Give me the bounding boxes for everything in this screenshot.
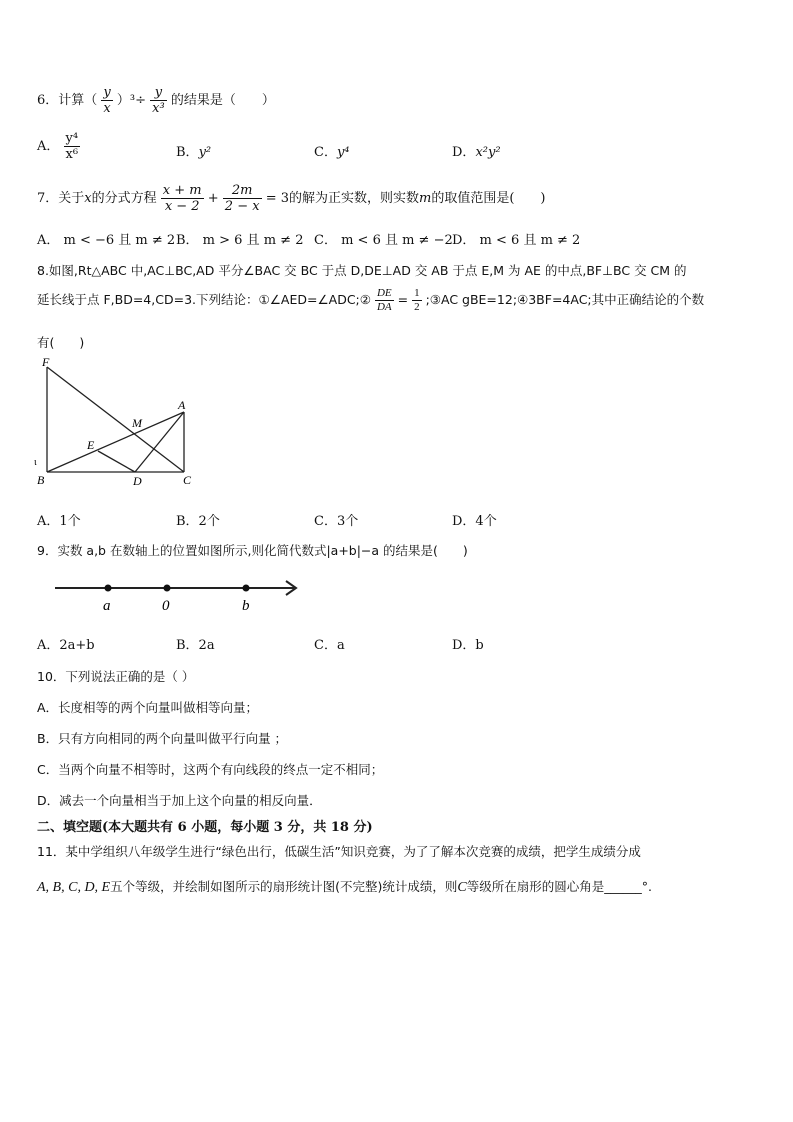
q8-line-2: 延长线于点 F,BD=4,CD=3.下列结论：①∠AED=∠ADC;② $\frac{DE}{DA}$ = $\frac{1}{2}$ ;③AC gBE=12;④3BF=4AC;其中正确结论的个数 xyxy=(37,287,705,313)
q6-lead: 6．计算（ xyxy=(37,93,98,108)
q6-stem xyxy=(37,86,275,115)
q7-option-b: B． m > 6 且 m ≠ 2 xyxy=(176,233,304,248)
q7-option-a: A． m < −6 且 m ≠ 2 xyxy=(37,233,176,248)
q10-stem: 10．下列说法正确的是（ ） xyxy=(37,669,195,684)
q8-triangle-figure xyxy=(28,352,208,492)
q8-line-3: 有( ) xyxy=(37,335,85,350)
line-ab xyxy=(47,412,184,472)
q9-option-d: D．b xyxy=(452,638,484,653)
q9-option-c: C．a xyxy=(314,638,345,653)
q6-fraction-y-over-x3: $\frac{y}{\text{x³}}$ xyxy=(152,85,165,116)
q8-option-d: D．4个 xyxy=(452,514,497,529)
q8-option-b: B．2个 xyxy=(176,514,220,529)
q7-option-d: D． m < 6 且 m ≠ 2 xyxy=(452,233,581,248)
label-e: E xyxy=(87,438,95,452)
line-fc xyxy=(47,367,184,472)
q11-line-1: 11．某中学组织八年级学生进行“绿色出行，低碳生活”知识竞赛，为了了解本次竞赛的成绩，把学生成绩分成 xyxy=(37,844,641,859)
answer-blank[interactable]: ______ xyxy=(604,879,642,894)
q6-option-b: B．y² xyxy=(176,145,212,160)
label-a: A xyxy=(178,398,186,412)
q9-number-line xyxy=(50,575,310,620)
label-b: b xyxy=(242,598,250,614)
point-a xyxy=(105,585,112,592)
q6-option-c: C．y⁴ xyxy=(314,145,350,160)
q11-line-2: A, B, C, D, E五个等级，并绘制如图所示的扇形统计图(不完整)统计成绩，则C等级所在扇形的圆心角是______°. xyxy=(37,879,652,895)
point-b xyxy=(243,585,250,592)
q8-option-a: A．1个 xyxy=(37,514,81,529)
q8-option-c: C．3个 xyxy=(314,514,359,529)
q6-fraction-y-over-x: $\frac{y}{x}$ xyxy=(103,85,111,116)
q7-fraction-1: $\frac{x + m}{x - 2}$ xyxy=(162,183,202,214)
q10-option-c: C．当两个向量不相等时，这两个有向线段的终点一定不相同； xyxy=(37,762,384,777)
label-tick: ι xyxy=(34,457,37,468)
q7-stem: 7．关于x的分式方程 $\frac{x + m}{x - 2}$ + $\frac{2m}{2 - x}$ = 3的解为正实数，则实数m的取值范围是( ) xyxy=(37,183,546,214)
point-zero xyxy=(164,585,171,592)
q7-option-c: C． m < 6 且 m ≠ −2 xyxy=(314,233,453,248)
q6-option-d: D．x²y² xyxy=(452,145,501,160)
q6-power-divide: ）³÷ xyxy=(116,93,147,108)
q10-option-b: B．只有方向相同的两个向量叫做平行向量 ； xyxy=(37,731,288,746)
line-ad xyxy=(135,412,184,472)
q9-stem: 9．实数 a,b 在数轴上的位置如图所示,则化简代数式|a+b|−a 的结果是( ) xyxy=(37,543,468,558)
label-b: B xyxy=(37,473,45,487)
q8-fraction-half: $\frac{1}{2}$ xyxy=(414,287,420,313)
q6-option-a-fraction: $\frac{\text{y⁴}}{\text{x⁶}}$ xyxy=(65,131,79,162)
line-de xyxy=(98,451,135,472)
label-zero: 0 xyxy=(162,598,170,614)
q6-option-a: A． $\frac{\text{y⁴}}{\text{x⁶}}$ xyxy=(37,131,79,162)
q9-option-a: A．2a+b xyxy=(37,638,95,653)
q10-option-d: D．减去一个向量相当于加上这个向量的相反向量． xyxy=(37,793,322,808)
label-d: D xyxy=(133,474,142,488)
label-m: M xyxy=(132,416,142,430)
q8-line-1: 8.如图,Rt△ABC 中,AC⊥BC,AD 平分∠BAC 交 BC 于点 D,DE⊥AD 交 AB 于点 E,M 为 AE 的中点,BF⊥BC 交 CM 的 xyxy=(37,263,687,278)
label-f: F xyxy=(42,355,50,369)
q7-fraction-2: $\frac{2m}{2 - x}$ xyxy=(224,183,260,214)
q11-grades: A, B, C, D, E xyxy=(37,880,111,895)
q8-fraction-de-da: $\frac{DE}{DA}$ xyxy=(376,287,392,313)
label-c: C xyxy=(183,473,192,487)
section-2-title: 二、填空题(本大题共有 6 小题，每小题 3 分，共 18 分) xyxy=(37,820,373,835)
q6-tail: 的结果是（ ） xyxy=(170,93,275,108)
q9-option-b: B．2a xyxy=(176,638,215,653)
q10-option-a: A．长度相等的两个向量叫做相等向量； xyxy=(37,700,259,715)
label-a: a xyxy=(103,598,111,614)
